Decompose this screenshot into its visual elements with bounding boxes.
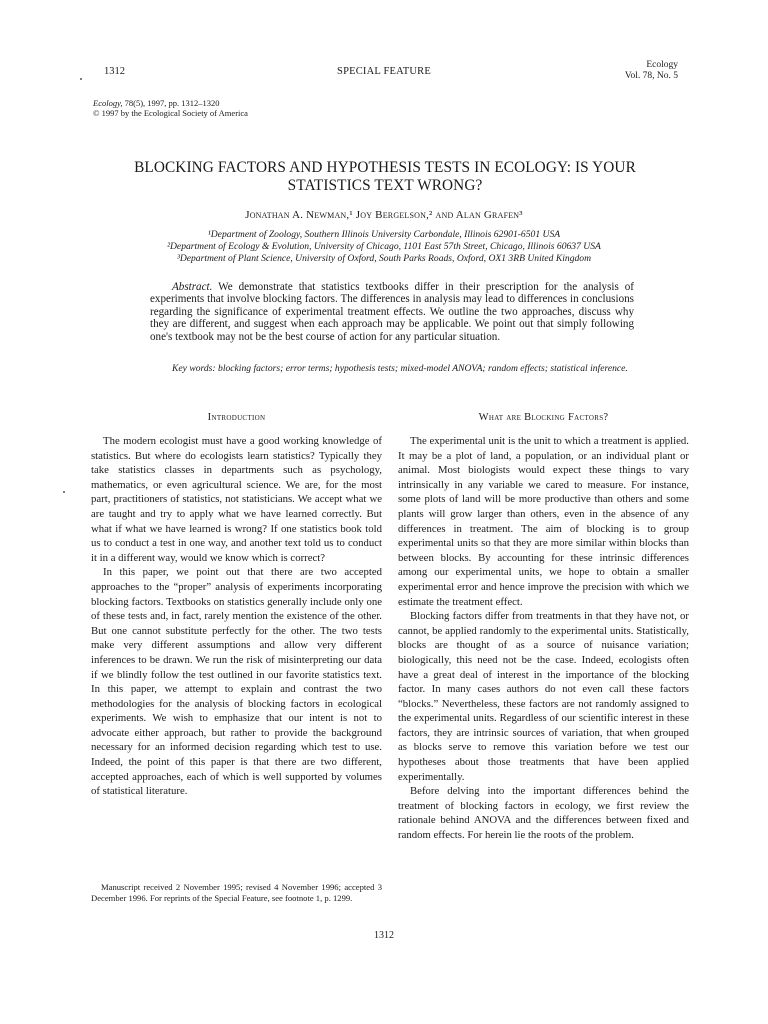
affiliations — [0, 229, 768, 264]
blocking-paragraph-2: Blocking factors differ from treatments in that they have not, or cannot, be applied randomly to the experimental units. Statistically, blocks are thought of as a source of nuisance variation; biologically, this need not be the case. Indeed, ecologists often have a great deal of interest in the importance of the blocking factor. In many cases authors do not even call these factors “blocks.” Nevertheless, these factors are not randomly assigned to the experimental units. Regardless of our scientific interest in these factors, they are intrinsic sources of variation, that when grouped as blocks serve to remove this variation before we test our hypotheses about those treatments that have been applied experimentally. — [398, 610, 689, 783]
keywords-label: Key words: — [172, 363, 216, 374]
article-title — [80, 159, 690, 195]
running-header-section: SPECIAL FEATURE — [337, 66, 431, 77]
section-heading-blocking-factors: What are Blocking Factors? — [478, 412, 609, 423]
affiliation-1: ¹Department of Zoology, Southern Illinois University Carbondale, Illinois 62901-6501 USA — [207, 229, 561, 240]
abstract-text: We demonstrate that statistics textbooks differ in their prescription for the analysis of experiments that involve blocking factors. The differences in analysis may lead to differences in conclusions regarding the significance of experimental treatment effects. We outline the two approaches, discuss why they are different, and suggest when each approach may be applicable. We point out that simply following one's textbook may not be the best course of action for any particular situation. — [150, 281, 634, 343]
citation-copyright: © 1997 by the Ecological Society of America — [93, 107, 248, 118]
author-list: Jonathan A. Newman,¹ Joy Bergelson,² and Alan Grafen³ — [245, 209, 523, 221]
keywords — [150, 363, 634, 374]
title-line-1: BLOCKING FACTORS AND HYPOTHESIS TESTS IN ECOLOGY: IS YOUR — [134, 159, 636, 176]
abstract — [150, 281, 634, 343]
journal-name: Ecology — [646, 60, 678, 70]
blocking-paragraph-1: The experimental unit is the unit to which a treatment is applied. It may be a plot of land, a population, or an individual plant or animal. Most biologists would expect these things to vary intrinsically in any variable we cared to measure. For instance, some plots of land will be more productive than others and some plants will grow larger than others, even in the absence of any differences in treatment. The aim of blocking is to group experimental units so that they are more similar within blocks than between blocks. By accounting for these intrinsic differences among our experimental units, we hope to obtain a smaller experimental error and hence improve the precision with which we estimate the treatment effect. — [398, 435, 689, 608]
right-column — [398, 434, 689, 843]
affiliation-2: ²Department of Ecology & Evolution, University of Chicago, 1101 East 57th Street, Chicago, Illinois 60637 USA — [167, 240, 601, 252]
intro-paragraph-1: The modern ecologist must have a good working knowledge of statistics. But where do ecologists learn statistics? Typically they take statistics classes in departments such as psychology, mathematics, or even agricultural science. We are, for the most part, practitioners of statistics, not statisticians. We accept what we are taught and try to apply what we have learned correctly. But what if what we have learned is wrong? If one statistics book told us to conduct a test in one way, and another text told us to conduct it in a different way, would we know which is correct? — [91, 435, 382, 564]
scan-mark — [80, 78, 82, 80]
abstract-label: Abstract. — [172, 281, 213, 293]
intro-paragraph-2: In this paper, we point out that there are two accepted approaches to the “proper” analysis of experiments incorporating blocking factors. Textbooks on statistics generally include only one of these tests and, in fact, rarely mention the existence of the other. But one cannot substitute perfectly for the other. The two tests make very different assumptions and allow very different inferences to be drawn. We run the risk of misinterpreting our data if we blindly follow the test outlined in our favorite statistics text. In this paper, we attempt to explain and contrast the two methodologies for the analysis of blocking factors in ecological experiments. We wish to emphasize that our intent is not to advocate either approach, but rather to provide the background necessary for an informed decision regarding which test to use. Indeed, the point of this paper is that there are two different, accepted approaches, each of which is well supported by volumes of statistical literature. — [91, 566, 382, 798]
citation-block — [93, 99, 248, 118]
affiliation-3: ³Department of Plant Science, University of Oxford, South Parks Roads, Oxford, OX1 3RB United Kingdom — [176, 252, 592, 264]
section-heading-introduction: Introduction — [207, 412, 266, 423]
citation-volume-pages: 78(5), 1997, pp. 1312–1320 — [122, 98, 220, 108]
scan-mark — [63, 491, 65, 493]
manuscript-footnote: Manuscript received 2 November 1995; revised 4 November 1996; accepted 3 December 1996. For reprints of the Special Feature, see footnote 1, p. 1299. — [91, 882, 382, 904]
keywords-text: blocking factors; error terms; hypothesis tests; mixed-model ANOVA; random effects; statistical inference. — [215, 363, 628, 374]
left-column — [91, 434, 382, 799]
footer-page-number: 1312 — [374, 930, 394, 941]
running-header-page-number: 1312 — [104, 66, 125, 77]
blocking-paragraph-3: Before delving into the important differences behind the treatment of blocking factors in ecology, we first review the rationale behind ANOVA and the differences between fixed and random effects. For herein lie the roots of the problem. — [398, 785, 689, 842]
journal-volume: Vol. 78, No. 5 — [624, 70, 678, 81]
title-line-2: STATISTICS TEXT WRONG? — [287, 177, 483, 194]
running-header-journal — [625, 60, 678, 81]
citation-journal: Ecology, — [93, 98, 123, 108]
